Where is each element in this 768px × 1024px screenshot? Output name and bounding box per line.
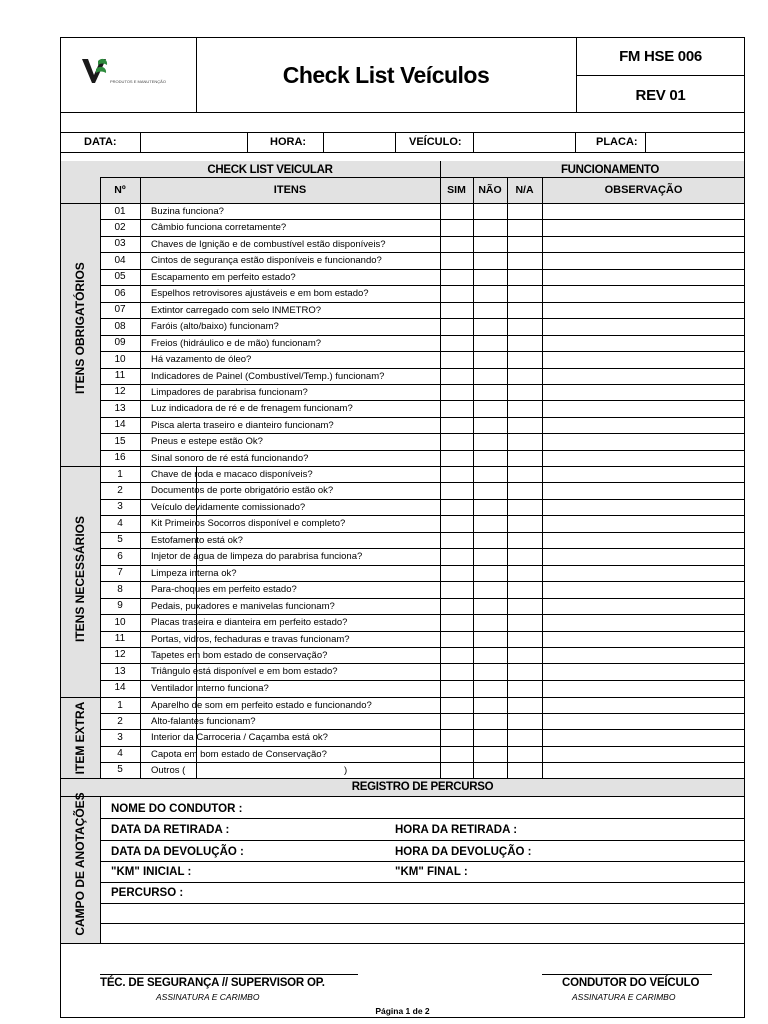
answer-cell-no[interactable] [474,549,507,564]
observation-cell[interactable] [543,566,744,581]
right-signature-caption: ASSINATURA E CARIMBO [572,992,676,1002]
answer-cell-na[interactable] [508,319,542,334]
answer-cell-na[interactable] [508,698,542,713]
observation-cell[interactable] [543,385,744,400]
right-signature-title: CONDUTOR DO VEÍCULO [562,977,700,989]
answer-cell-no[interactable] [474,467,507,482]
row-number: 08 [114,320,126,332]
observation-cell[interactable] [543,549,744,564]
row-item-text: Veículo devidamente comissionado? [151,501,306,513]
answer-cell-yes[interactable] [441,516,473,531]
answer-cell-no[interactable] [474,566,507,581]
row-number: 9 [117,600,123,612]
answer-cell-na[interactable] [508,220,542,235]
answer-cell-yes[interactable] [441,237,473,252]
answer-cell-na[interactable] [508,369,542,384]
answer-cell-yes[interactable] [441,714,473,729]
row-number: 12 [114,386,126,398]
row-item-text: Sinal sonoro de ré está funcionando? [151,452,309,464]
logo-icon [80,55,110,87]
row-item-text: Indicadores de Painel (Combustível/Temp.) funcionam? [151,370,385,382]
return-time-field[interactable] [525,842,740,860]
observation-cell[interactable] [543,303,744,318]
answer-cell-no[interactable] [474,286,507,301]
answer-cell-no[interactable] [474,582,507,597]
col-items: ITENS [273,184,307,196]
answer-cell-yes[interactable] [441,303,473,318]
vehicle-label: VEÍCULO: [409,136,462,148]
route-field[interactable] [185,884,740,942]
row-item-text: Injetor de água de limpeza do parabrisa funciona? [151,551,363,563]
observation-cell[interactable] [543,599,744,614]
answer-cell-no[interactable] [474,615,507,630]
row-item-text: Para-choques em perfeito estado? [151,584,297,596]
answer-cell-no[interactable] [474,336,507,351]
time-label: HORA: [270,136,307,148]
row-item-text: Cintos de segurança estão disponíveis e funcionando? [151,255,382,267]
observation-cell[interactable] [543,418,744,433]
left-signature-caption: ASSINATURA E CARIMBO [156,992,260,1002]
observation-cell[interactable] [543,500,744,515]
col-na: N/A [515,184,534,196]
row-item-text: Pneus e estepe estão Ok? [151,436,263,448]
row-number: 02 [114,221,126,233]
row-number: 8 [117,583,123,595]
right-signature-area[interactable] [542,948,712,974]
row-item-text: Espelhos retrovisores ajustáveis e em bom estado? [151,288,369,300]
row-item-text: Aparelho de som em perfeito estado e funcionando? [151,700,372,711]
row-item-text: Pisca alerta traseiro e dianteiro funcionam? [151,419,334,431]
answer-cell-na[interactable] [508,270,542,285]
row-number: 12 [114,649,126,661]
answer-cell-no[interactable] [474,418,507,433]
observation-cell[interactable] [543,467,744,482]
answer-cell-no[interactable] [474,533,507,548]
answer-cell-na[interactable] [508,303,542,318]
answer-cell-no[interactable] [474,270,507,285]
left-signature-title: TÉC. DE SEGURANÇA // SUPERVISOR OP. [100,977,325,989]
return-time-label: HORA DA DEVOLUÇÃO : [395,846,532,858]
row-number: 11 [114,633,126,644]
left-signature-line [100,974,358,975]
observation-cell[interactable] [543,516,744,531]
answer-cell-na[interactable] [508,385,542,400]
answer-cell-na[interactable] [508,286,542,301]
observation-cell[interactable] [543,352,744,367]
answer-cell-na[interactable] [508,483,542,498]
pickup-time-label: HORA DA RETIRADA : [395,824,518,836]
row-item-text: Limpadores de parabrisa funcionam? [151,386,308,398]
row-item-text: Triângulo está disponível e em bom estado? [151,666,338,678]
col-no: NÃO [478,184,502,196]
answer-cell-na[interactable] [508,467,542,482]
row-number: 5 [117,534,123,546]
header-bottom-line [60,112,745,113]
route-title: REGISTRO DE PERCURSO [351,781,494,793]
row-number: 07 [114,304,126,316]
page-number: Página 1 de 2 [375,1006,430,1016]
form-title: Check List Veículos [282,62,490,88]
answer-cell-no[interactable] [474,237,507,252]
logo-caption: PRODUTOS E MANUTENÇÃO [110,79,166,84]
answer-cell-no[interactable] [474,204,507,219]
answer-cell-yes[interactable] [441,434,473,449]
answer-cell-yes[interactable] [441,698,473,713]
section-necessary-label: ITENS NECESSÁRIOS [73,515,87,642]
row-number: 7 [117,567,123,579]
row-number: 10 [114,616,126,628]
answer-cell-na[interactable] [508,434,542,449]
observation-cell[interactable] [543,237,744,252]
pickup-time-field[interactable] [515,820,740,839]
pickup-date-label: DATA DA RETIRADA : [111,824,230,836]
answer-cell-na[interactable] [508,747,542,762]
row-number: 04 [114,254,126,266]
row-number: 14 [114,682,126,694]
observation-cell[interactable] [543,533,744,548]
row-number: 09 [114,337,126,349]
observation-cell[interactable] [543,747,744,762]
answer-cell-no[interactable] [474,352,507,367]
return-date-field[interactable] [240,842,390,860]
answer-cell-na[interactable] [508,763,542,778]
answer-cell-na[interactable] [508,533,542,548]
col-num: Nº [114,184,126,196]
row-item-text: Capota em bom estado de Conservação? [151,748,327,760]
row-item-text: Chave de roda e macaco disponíveis? [151,469,313,480]
answer-cell-yes[interactable] [441,319,473,334]
route-label: PERCURSO : [111,887,184,899]
return-date-label: DATA DA DEVOLUÇÃO : [111,846,244,858]
answer-cell-yes[interactable] [441,763,473,778]
right-signature-line [542,974,712,975]
answer-cell-na[interactable] [508,566,542,581]
answer-cell-yes[interactable] [441,566,473,581]
row-item-text: Estofamento está ok? [151,534,243,546]
row-number: 2 [117,484,123,496]
answer-cell-yes[interactable] [441,549,473,564]
left-signature-area[interactable] [100,948,358,974]
observation-cell[interactable] [543,204,744,219]
answer-cell-no[interactable] [474,632,507,647]
answer-cell-yes[interactable] [441,599,473,614]
answer-cell-no[interactable] [474,303,507,318]
answer-cell-no[interactable] [474,681,507,696]
driver-name-field[interactable] [240,798,740,817]
answer-cell-no[interactable] [474,516,507,531]
section-extra-label: ITEM EXTRA [73,701,87,775]
answer-cell-yes[interactable] [441,286,473,301]
answer-cell-yes[interactable] [441,582,473,597]
km-end-field[interactable] [465,863,740,881]
row-number: 5 [117,764,123,776]
answer-cell-yes[interactable] [441,401,473,416]
col-yes: SIM [447,184,466,196]
answer-cell-na[interactable] [508,352,542,367]
answer-cell-na[interactable] [508,681,542,696]
other-item-field[interactable] [200,763,340,777]
answer-cell-yes[interactable] [441,204,473,219]
row-item-close: ) [344,764,348,776]
answer-cell-no[interactable] [474,763,507,778]
section-notes-label: CAMPO DE ANOTAÇÕES [73,792,87,936]
row-item-text: Chaves de Ignição e de combustível estão disponíveis? [151,238,386,250]
plate-field[interactable] [646,133,744,151]
answer-cell-no[interactable] [474,730,507,745]
answer-cell-na[interactable] [508,648,542,663]
observation-cell[interactable] [543,401,744,416]
observation-cell[interactable] [543,286,744,301]
answer-cell-na[interactable] [508,418,542,433]
observation-cell[interactable] [543,582,744,597]
answer-cell-no[interactable] [474,483,507,498]
row-number: 06 [114,287,126,299]
answer-cell-no[interactable] [474,319,507,334]
form-code: FM HSE 006 [619,48,702,65]
observation-cell[interactable] [543,483,744,498]
answer-cell-na[interactable] [508,714,542,729]
row-number: 13 [114,402,126,414]
observation-cell[interactable] [543,615,744,630]
vehicle-field[interactable] [474,133,574,151]
row-number: 3 [117,731,123,743]
answer-cell-yes[interactable] [441,681,473,696]
answer-cell-no[interactable] [474,253,507,268]
observation-cell[interactable] [543,648,744,663]
answer-cell-na[interactable] [508,582,542,597]
row-number: 03 [114,238,126,250]
header-divider [576,75,745,76]
answer-cell-na[interactable] [508,401,542,416]
answer-cell-na[interactable] [508,664,542,679]
company-logo [80,55,180,95]
answer-cell-na[interactable] [508,237,542,252]
answer-cell-yes[interactable] [441,270,473,285]
answer-cell-yes[interactable] [441,483,473,498]
row-number: 15 [114,435,126,447]
observation-cell[interactable] [543,319,744,334]
row-item-text: Luz indicadora de ré e de frenagem funcionam? [151,403,353,415]
row-item-text: Placas traseira e dianteira em perfeito estado? [151,617,348,629]
plate-label: PLACA: [596,136,638,148]
row-number: 4 [117,748,123,760]
answer-cell-na[interactable] [508,253,542,268]
answer-cell-na[interactable] [508,336,542,351]
answer-cell-no[interactable] [474,500,507,515]
answer-cell-yes[interactable] [441,648,473,663]
answer-cell-yes[interactable] [441,632,473,647]
driver-name-label: NOME DO CONDUTOR : [111,803,243,815]
answer-cell-no[interactable] [474,220,507,235]
observation-cell[interactable] [543,698,744,713]
observation-cell[interactable] [543,369,744,384]
answer-cell-na[interactable] [508,599,542,614]
row-item-text: Limpeza interna ok? [151,567,237,579]
row-item-text: Há vazamento de óleo? [151,354,252,366]
answer-cell-no[interactable] [474,369,507,384]
row-number: 3 [117,501,123,513]
answer-cell-na[interactable] [508,500,542,515]
answer-cell-na[interactable] [508,451,542,466]
row-item-text: Buzina funciona? [151,206,224,217]
answer-cell-no[interactable] [474,698,507,713]
answer-cell-yes[interactable] [441,730,473,745]
answer-cell-na[interactable] [508,615,542,630]
row-item-text: Freios (hidráulico e de mão) funcionam? [151,337,322,349]
km-start-label: "KM" INICIAL : [111,866,192,878]
answer-cell-no[interactable] [474,648,507,663]
answer-cell-yes[interactable] [441,747,473,762]
row-item-text: Kit Primeiros Socorros disponível e completo? [151,518,346,530]
observation-cell[interactable] [543,714,744,729]
form-revision: REV 01 [635,87,686,104]
row-item-text: Faróis (alto/baixo) funcionam? [151,321,279,333]
row-number: 05 [114,271,126,283]
row-item-text: Portas, vidros, fechaduras e travas funcionam? [151,633,350,645]
answer-cell-na[interactable] [508,204,542,219]
row-item-text: Outros ( [151,764,186,776]
section-mandatory-label: ITENS OBRIGATÓRIOS [73,262,87,394]
answer-cell-yes[interactable] [441,533,473,548]
date-label: DATA: [84,136,117,148]
answer-cell-yes[interactable] [441,615,473,630]
answer-cell-yes[interactable] [441,352,473,367]
row-item-text: Pedais, puxadores e manivelas funcionam? [151,600,335,612]
answer-cell-yes[interactable] [441,418,473,433]
answer-cell-na[interactable] [508,516,542,531]
answer-cell-no[interactable] [474,451,507,466]
date-field[interactable] [141,133,246,151]
answer-cell-na[interactable] [508,730,542,745]
answer-cell-yes[interactable] [441,451,473,466]
row-item-text: Escapamento em perfeito estado? [151,271,296,283]
answer-cell-no[interactable] [474,385,507,400]
answer-cell-yes[interactable] [441,220,473,235]
col-obs: OBSERVAÇÃO [604,184,683,196]
observation-cell[interactable] [543,730,744,745]
row-number: 14 [114,419,126,431]
answer-cell-na[interactable] [508,549,542,564]
observation-cell[interactable] [543,664,744,679]
row-item-text: Extintor carregado com selo INMETRO? [151,304,322,316]
answer-cell-no[interactable] [474,434,507,449]
stray-rule [196,466,197,778]
row-number: 10 [114,353,126,365]
row-item-text: Documentos de porte obrigatório estão ok? [151,485,334,497]
answer-cell-yes[interactable] [441,664,473,679]
row-number: 1 [117,699,123,711]
row-item-text: Interior da Carroceria / Caçamba está ok? [151,732,328,744]
answer-cell-no[interactable] [474,714,507,729]
row-number: 13 [114,665,126,677]
answer-cell-na[interactable] [508,632,542,647]
observation-cell[interactable] [543,763,744,778]
answer-cell-yes[interactable] [441,369,473,384]
observation-cell[interactable] [543,220,744,235]
row-item-text: Tapetes em bom estado de conservação? [151,649,328,661]
answer-cell-yes[interactable] [441,336,473,351]
answer-cell-no[interactable] [474,401,507,416]
observation-cell[interactable] [543,270,744,285]
function-title: FUNCIONAMENTO [560,164,660,176]
row-number: 11 [114,370,126,381]
answer-cell-no[interactable] [474,664,507,679]
answer-cell-yes[interactable] [441,467,473,482]
row-number: 16 [114,452,126,464]
answer-cell-no[interactable] [474,599,507,614]
observation-cell[interactable] [543,336,744,351]
answer-cell-no[interactable] [474,747,507,762]
row-item-text: Ventilador interno funciona? [151,682,269,694]
row-number: 2 [117,715,123,727]
row-item-text: Câmbio funciona corretamente? [151,222,287,234]
observation-cell[interactable] [543,434,744,449]
row-number: 6 [117,550,123,562]
row-number: 4 [117,517,123,529]
km-end-label: "KM" FINAL : [395,866,468,878]
observation-cell[interactable] [543,681,744,696]
observation-cell[interactable] [543,632,744,647]
row-number: 01 [114,205,126,217]
answer-cell-yes[interactable] [441,385,473,400]
row-item-text: Alto-falantes funcionam? [151,716,256,728]
pickup-date-field[interactable] [230,820,390,839]
observation-cell[interactable] [543,253,744,268]
time-field[interactable] [324,133,394,151]
row-number: 1 [117,468,123,480]
answer-cell-yes[interactable] [441,500,473,515]
observation-cell[interactable] [543,451,744,466]
answer-cell-yes[interactable] [441,253,473,268]
km-start-field[interactable] [190,863,390,881]
checklist-title: CHECK LIST VEICULAR [207,164,333,176]
